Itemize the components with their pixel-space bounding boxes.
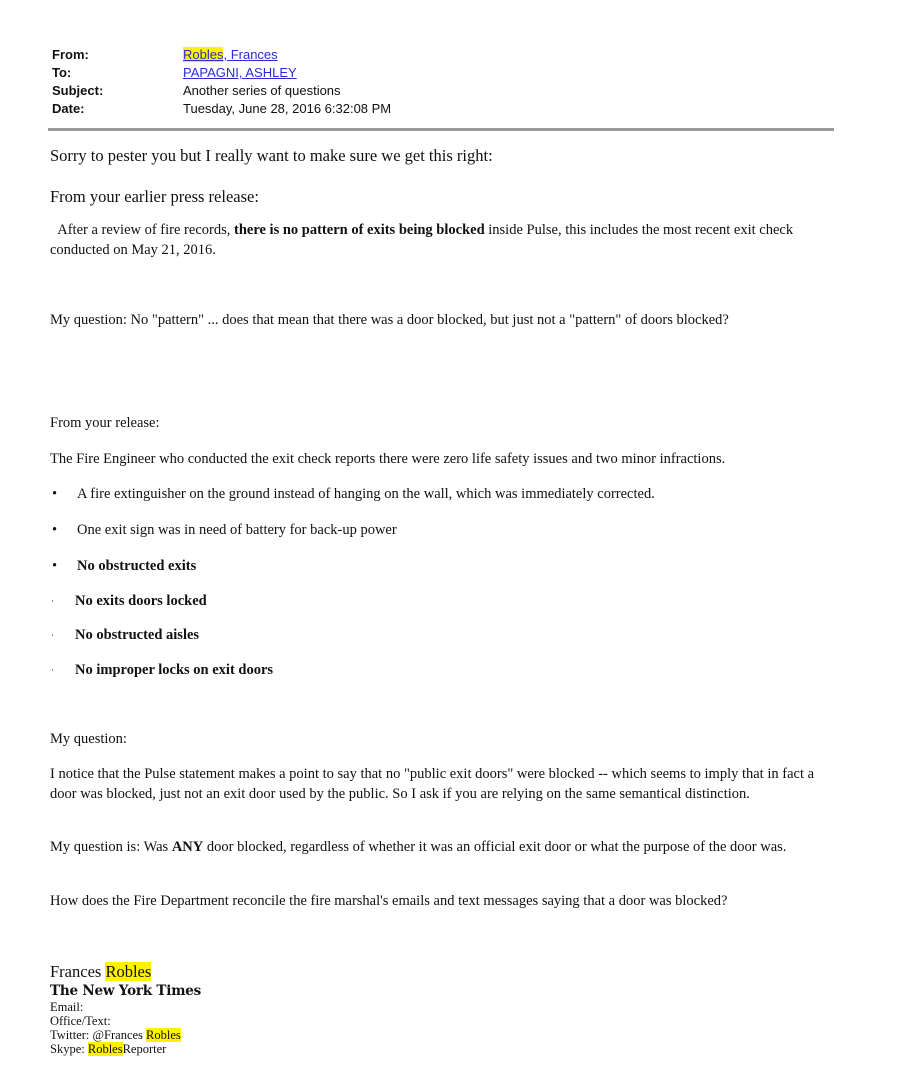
press-release-quote xyxy=(50,221,840,260)
list-item-text: No exits doors locked xyxy=(75,593,207,609)
question-public-exit: I notice that the Pulse statement makes a point to say that no "public exit doors" were blocked -- which seems to imply that in fact a door was blocked, just not an exit door used by the public. So I ask if you are relying on the same semantical distinction. xyxy=(50,766,815,802)
signature-office: Office/Text: xyxy=(50,1014,111,1028)
date-row xyxy=(52,100,852,118)
question-any-door xyxy=(50,838,840,858)
skype-post: Reporter xyxy=(122,1042,167,1056)
bullet-marker: · xyxy=(51,630,54,640)
quote-post: inside Pulse, this includes the most recent exit check conducted on May 21, 2016. xyxy=(50,222,794,258)
to-row xyxy=(52,64,852,82)
from-highlight: Robles xyxy=(183,47,224,62)
email-header xyxy=(52,46,852,118)
signature-last-name: Robles xyxy=(105,962,152,981)
bullet-marker: • xyxy=(52,486,58,502)
from-label: From: xyxy=(52,47,89,62)
question-reconcile: How does the Fire Department reconcile the fire marshal's emails and text messages saying that a door was blocked? xyxy=(50,893,728,909)
bullet-marker: · xyxy=(51,665,54,675)
to-label: To: xyxy=(52,65,72,80)
signature-first-name: Frances xyxy=(50,962,106,981)
question-any-bold: ANY xyxy=(171,839,204,855)
list-item-text: No obstructed aisles xyxy=(75,627,200,643)
list-item-text: No obstructed exits xyxy=(77,558,197,574)
signature-twitter xyxy=(50,1028,201,1042)
date-label: Date: xyxy=(52,101,85,116)
date-value: Tuesday, June 28, 2016 6:32:08 PM xyxy=(183,101,392,116)
to-link[interactable]: PAPAGNI, ASHLEY xyxy=(183,65,297,80)
release-label: From your release: xyxy=(50,415,160,431)
from-row xyxy=(52,46,852,64)
subject-value: Another series of questions xyxy=(183,83,341,98)
intro-text: Sorry to pester you but I really want to make sure we get this right: xyxy=(50,146,493,165)
list-item-text: No improper locks on exit doors xyxy=(75,662,274,678)
list-item-text: One exit sign was in need of battery for back-up power xyxy=(77,522,397,538)
from-rest: , Frances xyxy=(223,47,278,62)
question-any-pre: My question is: Was xyxy=(50,839,172,855)
signature-email: Email: xyxy=(50,1000,84,1014)
skype-pre: Skype: xyxy=(50,1042,88,1056)
nyt-logo: The New York Times xyxy=(50,983,202,999)
from-link[interactable] xyxy=(183,46,278,64)
bullet-marker: • xyxy=(52,522,58,538)
twitter-highlight: Robles xyxy=(146,1028,181,1042)
release-text: The Fire Engineer who conducted the exit check reports there were zero life safety issues and two minor infractions. xyxy=(50,451,726,467)
bullet-marker: · xyxy=(51,596,54,606)
signature-name xyxy=(50,961,201,982)
quote-pre: After a review of fire records, xyxy=(57,222,234,238)
question-label: My question: xyxy=(50,731,127,747)
skype-highlight: Robles xyxy=(87,1042,123,1056)
list-item-text: A fire extinguisher on the ground instead of hanging on the wall, which was immediately corrected. xyxy=(77,486,655,502)
question-any-post: door blocked, regardless of whether it was an official exit door or what the purpose of the door was. xyxy=(203,839,787,855)
header-divider xyxy=(48,128,834,131)
twitter-pre: Twitter: @Frances xyxy=(50,1028,147,1042)
subject-row xyxy=(52,82,852,100)
bullet-marker: • xyxy=(52,558,58,574)
quote-bold: there is no pattern of exits being blocked xyxy=(233,222,485,238)
signature-skype xyxy=(50,1042,201,1056)
subject-label: Subject: xyxy=(52,83,104,98)
earlier-release-label: From your earlier press release: xyxy=(50,187,259,206)
question-pattern: My question: No "pattern" ... does that mean that there was a door blocked, but just not a "pattern" of doors blocked? xyxy=(50,312,729,328)
signature xyxy=(50,961,201,1056)
